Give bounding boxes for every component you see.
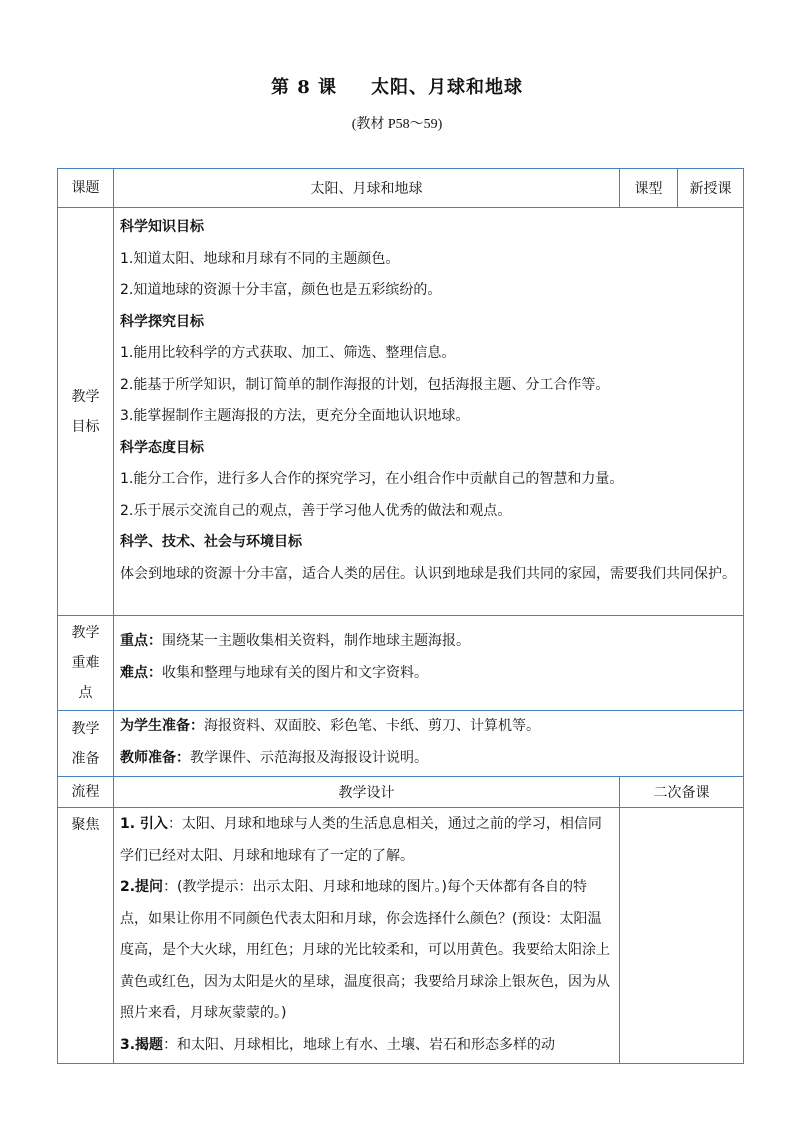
- goal-item: 2.知道地球的资源十分丰富，颜色也是五彩缤纷的。: [120, 282, 442, 298]
- goals-label: 教学 目标: [58, 208, 114, 616]
- difficulty-line: [120, 658, 737, 690]
- question-label: 2.提问: [120, 879, 164, 895]
- intro-label: 1. 引入: [120, 816, 168, 832]
- preparation-content: [114, 711, 744, 777]
- focus-label: 重点：: [120, 633, 162, 649]
- question-paragraph: [120, 872, 613, 1030]
- design-header: 教学设计: [114, 777, 620, 808]
- lesson-type-label: 课型: [620, 169, 678, 208]
- goals-row: [58, 208, 744, 616]
- student-prep-text: 海报资料、双面胶、彩色笔、卡纸、剪刀、计算机等。: [204, 718, 540, 734]
- gather-content: [114, 808, 620, 1064]
- reveal-paragraph: [120, 1030, 613, 1062]
- goal-item: 2.乐于展示交流自己的观点，善于学习他人优秀的做法和观点。: [120, 502, 512, 519]
- lesson-plan-table: [57, 168, 744, 1064]
- intro-text: ：太阳、月球和地球与人类的生活息息相关，通过之前的学习，相信同学们已经对太阳、月球和地球有了一定的了解。: [120, 816, 602, 864]
- key-points-label: 教学 重难 点: [58, 616, 114, 711]
- goal-heading: 科学探究目标: [120, 313, 204, 330]
- flow-header-row: [58, 777, 744, 808]
- focus-text: 围绕某一主题收集相关资料，制作地球主题海报。: [162, 633, 470, 649]
- goal-item: 体会到地球的资源十分丰富，适合人类的居住。认识到地球是我们共同的家园，需要我们共同保护。: [120, 565, 736, 582]
- second-prep-header: 二次备课: [620, 777, 744, 808]
- topic-label: 课题: [58, 169, 114, 208]
- lesson-type-value: 新授课: [678, 169, 744, 208]
- goal-item: 1.能用比较科学的方式获取、加工、筛选、整理信息。: [120, 345, 456, 361]
- topic-row: [58, 169, 744, 208]
- preparation-label: 教学 准备: [58, 711, 114, 777]
- goal-heading: 科学态度目标: [120, 439, 204, 456]
- teacher-prep-label: 教师准备：: [120, 749, 190, 766]
- intro-paragraph: [120, 809, 613, 872]
- goal-item: 1.知道太阳、地球和月球有不同的主题颜色。: [120, 250, 400, 267]
- goal-heading: 科学知识目标: [120, 219, 204, 235]
- goal-heading: 科学、技术、社会与环境目标: [120, 534, 302, 550]
- flow-header: 流程: [58, 777, 114, 808]
- gather-row: [58, 808, 744, 1064]
- textbook-reference: (教材 P58～59): [351, 117, 443, 132]
- lesson-title: [0, 73, 794, 99]
- focus-line: [120, 626, 737, 658]
- second-prep-cell: [620, 808, 744, 1064]
- lesson-number: 第 8 课: [270, 77, 338, 98]
- goal-item: 1.能分工合作，进行多人合作的探究学习，在小组合作中贡献自己的智慧和力量。: [120, 471, 624, 487]
- key-points-content: [114, 616, 744, 711]
- goal-item: 3.能掌握制作主题海报的方法，更充分全面地认识地球。: [120, 408, 470, 424]
- question-text: ：(教学提示：出示太阳、月球和地球的图片。)每个天体都有各自的特点，如果让你用不同颜色代表太阳和月球，你会选择什么颜色？(预设：太阳温度高，是个大火球，用红色；月球的光比较柔和，可以用黄色。我要给太阳涂上黄色或红色，因为太阳是火的星球，温度很高；我要给月球涂上银灰色，因为从照片来看，月球灰蒙蒙的。): [120, 879, 610, 1021]
- reveal-label: 3.揭题: [120, 1036, 164, 1053]
- difficulty-text: 收集和整理与地球有关的图片和文字资料。: [162, 664, 428, 681]
- goals-content: [114, 208, 744, 616]
- teacher-prep-line: [120, 743, 737, 775]
- key-points-row: [58, 616, 744, 711]
- preparation-row: [58, 711, 744, 777]
- gather-label: 聚焦: [58, 808, 114, 1064]
- student-prep-line: [120, 711, 737, 743]
- topic-value: 太阳、月球和地球: [114, 169, 620, 208]
- reveal-text: ：和太阳、月球相比，地球上有水、土壤、岩石和形态多样的动: [163, 1036, 556, 1053]
- lesson-name: 太阳、月球和地球: [371, 77, 524, 98]
- goal-item: 2.能基于所学知识，制订简单的制作海报的计划，包括海报主题、分工合作等。: [120, 376, 610, 393]
- student-prep-label: 为学生准备：: [120, 718, 204, 734]
- difficulty-label: 难点：: [120, 664, 162, 681]
- teacher-prep-text: 教学课件、示范海报及海报设计说明。: [190, 749, 428, 766]
